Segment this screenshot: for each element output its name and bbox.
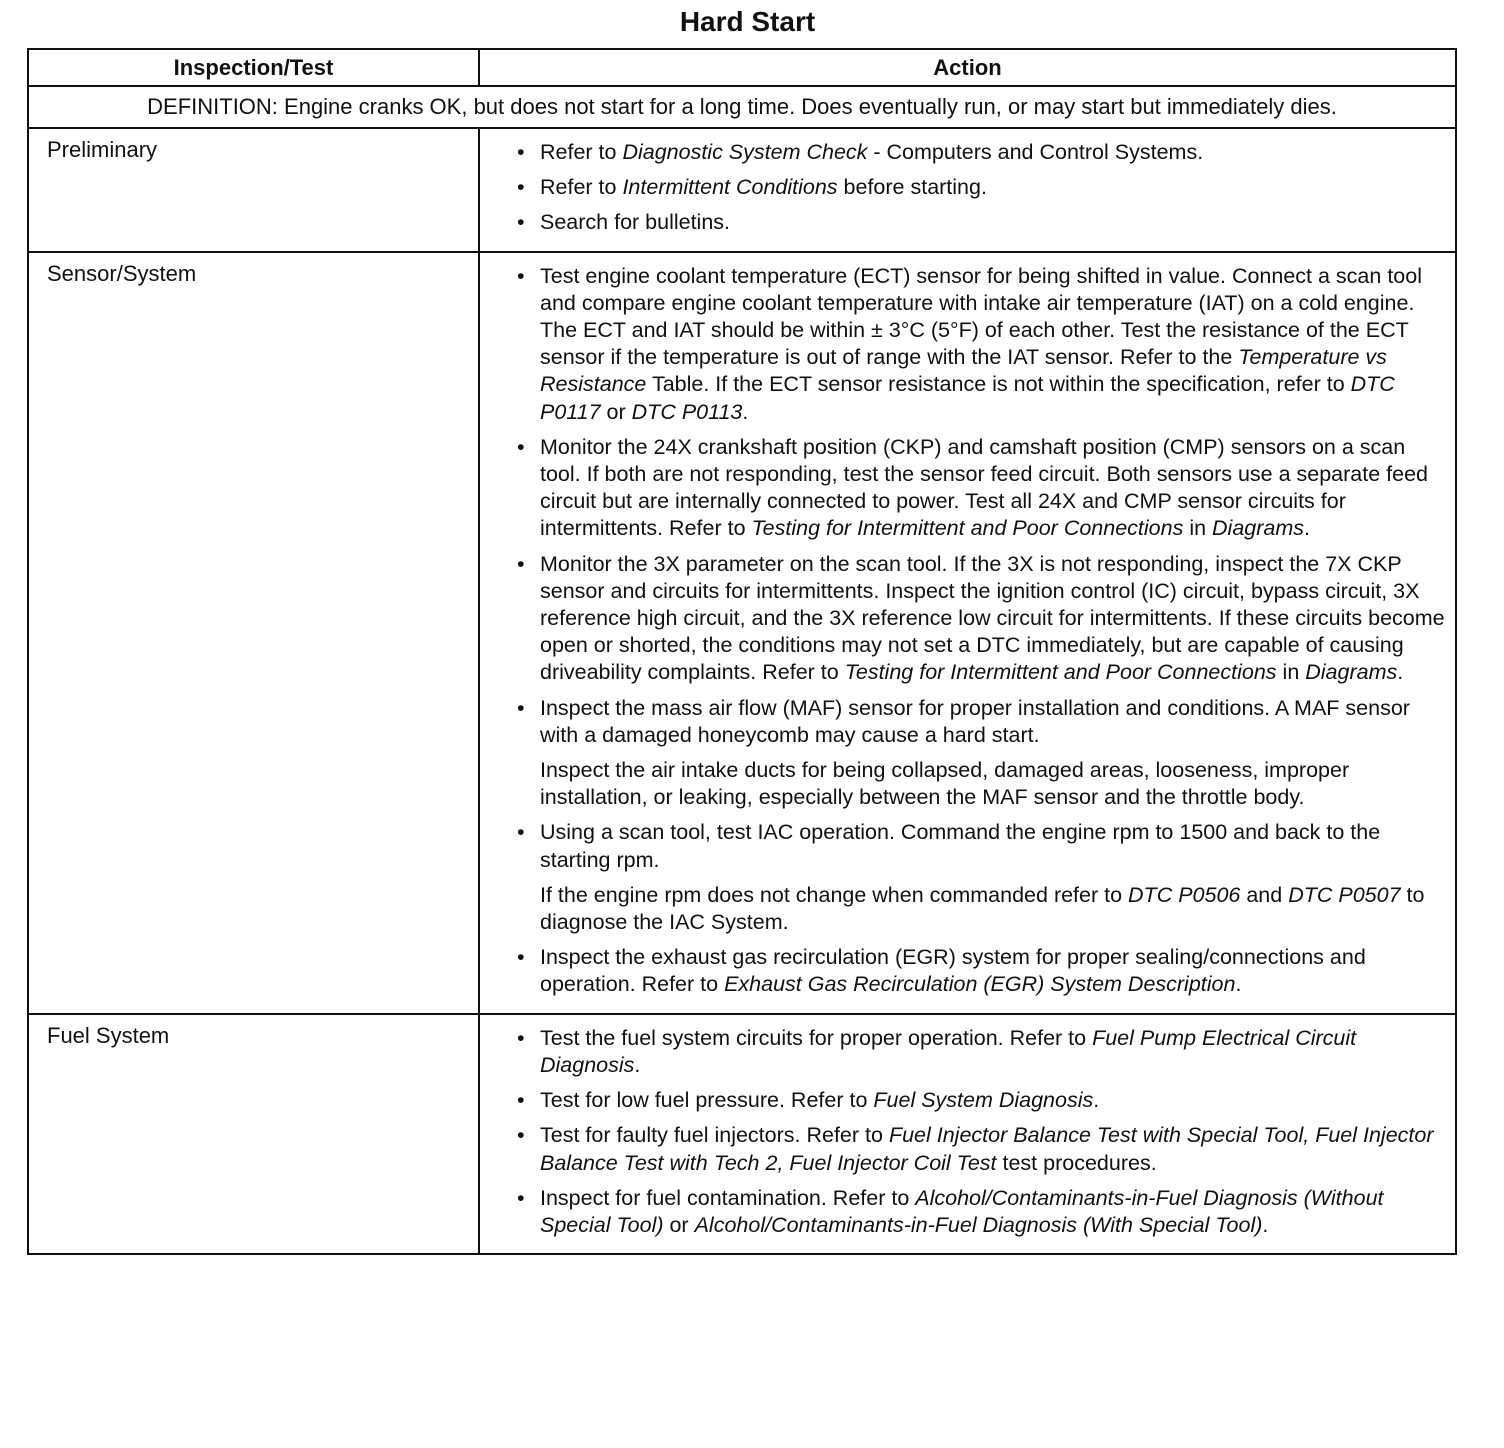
body-text: Test for faulty fuel injectors. Refer to <box>540 1123 889 1148</box>
list-item <box>514 434 1447 543</box>
action-cell <box>479 1014 1456 1254</box>
list-item-text <box>540 209 1447 236</box>
list-item-text <box>540 551 1447 687</box>
diagnostic-table <box>27 48 1457 1255</box>
body-text: or <box>663 1212 695 1237</box>
reference-text: Fuel System Diagnosis <box>873 1088 1094 1113</box>
body-text: in <box>1183 516 1213 541</box>
table-row <box>28 128 1456 252</box>
list-item <box>514 1087 1447 1114</box>
list-item <box>514 1122 1447 1176</box>
list-item-text <box>540 1087 1447 1114</box>
reference-text: DTC P0117 <box>540 372 1395 424</box>
list-item-text <box>540 263 1447 426</box>
list-item-note <box>540 882 1447 936</box>
table-row <box>28 252 1456 1014</box>
body-text: - Computers and Control Systems. <box>867 140 1204 164</box>
body-text: . <box>1262 1212 1269 1237</box>
page-title: Hard Start <box>679 6 816 37</box>
definition-text: DEFINITION: Engine cranks OK, but does not start for a long time. Does eventually run, or may start but immediately dies. <box>28 86 1456 128</box>
body-text: or <box>600 399 632 424</box>
body-text: Table. If the ECT sensor resistance is not within the specification, refer to <box>646 372 1351 397</box>
list-item <box>514 695 1447 812</box>
list-item-text <box>540 434 1447 543</box>
body-text: Search for bulletins. <box>540 210 731 235</box>
inspection-label: Sensor/System <box>28 252 479 1014</box>
reference-text: Intermittent Conditions <box>622 175 838 200</box>
body-text: If the engine rpm does not change when commanded refer to <box>540 882 1129 907</box>
body-text: . <box>742 399 749 424</box>
reference-text: DTC P0113 <box>631 399 743 424</box>
header-inspection-test: Inspection/Test <box>28 49 479 86</box>
reference-text: Exhaust Gas Recirculation (EGR) System Description <box>724 972 1236 997</box>
list-item-text <box>540 1185 1447 1239</box>
list-item-text <box>540 944 1447 998</box>
reference-text: Temperature vs Resistance <box>540 345 1387 397</box>
action-list <box>514 263 1447 999</box>
list-item-note <box>540 757 1447 811</box>
body-text: . <box>1397 660 1404 685</box>
list-item-text <box>540 174 1447 201</box>
body-text: Refer to <box>540 175 623 200</box>
list-item <box>514 944 1447 998</box>
action-cell <box>479 252 1456 1014</box>
body-text: Test the fuel system circuits for proper operation. Refer to <box>540 1025 1093 1050</box>
reference-text: Diagrams <box>1212 516 1305 541</box>
table-header-row <box>28 49 1456 86</box>
reference-text: Diagnostic System Check <box>622 140 868 164</box>
list-item <box>514 819 1447 936</box>
reference-text: Alcohol/Contaminants-in-Fuel Diagnosis (Without Special Tool) <box>540 1185 1384 1237</box>
body-text: Inspect the mass air flow (MAF) sensor for proper installation and conditions. A MAF sensor with a damaged honeycomb may cause a hard start. <box>540 695 1410 747</box>
body-text: . <box>1304 516 1311 541</box>
body-text: . <box>634 1052 641 1077</box>
body-text: . <box>1093 1088 1100 1113</box>
action-cell <box>479 128 1456 252</box>
list-item <box>514 139 1447 166</box>
body-text: Monitor the 3X parameter on the scan tool. If the 3X is not responding, inspect the 7X CKP sensor and circuits for intermittents. Inspect the ignition control (IC) circuit, bypass circuit, 3X reference high circuit, and the 3X reference low circuit for intermittents. If these circuits become open or shorted, the conditions may not set a DTC immediately, but are capable of causing driveability complaints. Refer to <box>540 551 1445 685</box>
list-item <box>514 209 1447 236</box>
inspection-label: Fuel System <box>28 1014 479 1254</box>
list-item <box>514 1185 1447 1239</box>
reference-text: Fuel Pump Electrical Circuit Diagnosis <box>540 1025 1357 1077</box>
list-item-text <box>540 695 1447 749</box>
body-text: Test for low fuel pressure. Refer to <box>540 1088 874 1113</box>
list-item-text <box>540 1122 1447 1176</box>
reference-text: DTC P0507 <box>1288 882 1401 907</box>
action-list <box>514 139 1447 237</box>
list-item-text <box>540 139 1447 166</box>
list-item-text <box>540 819 1447 873</box>
body-text: . <box>1235 972 1242 997</box>
action-list <box>514 1025 1447 1239</box>
body-text: in <box>1276 660 1306 685</box>
body-text: Monitor the 24X crankshaft position (CKP) and camshaft position (CMP) sensors on a scan tool. If both are not responding, test the sensor feed circuit. Both sensors use a separate feed circuit but are internally connected to power. Test all 24X and CMP sensor circuits for intermittents. Refer to <box>540 434 1429 541</box>
list-item <box>514 174 1447 201</box>
body-text: Test engine coolant temperature (ECT) sensor for being shifted in value. Connect a scan tool and compare engine coolant temperature with intake air temperature (IAT) on a cold engine. The ECT and IAT should be within ± 3°C (5°F) of each other. Test the resistance of the ECT sensor if the temperature is out of range with the IAT sensor. Refer to the <box>540 263 1422 370</box>
list-item <box>514 1025 1447 1079</box>
body-text: Refer to <box>540 140 623 164</box>
reference-text: Alcohol/Contaminants-in-Fuel Diagnosis (With Special Tool) <box>694 1212 1263 1237</box>
reference-text: DTC P0506 <box>1128 882 1241 907</box>
body-text: and <box>1240 882 1289 907</box>
list-item <box>514 263 1447 426</box>
reference-text: Testing for Intermittent and Poor Connections <box>844 660 1277 685</box>
body-text: before starting. <box>837 175 987 200</box>
body-text: Inspect for fuel contamination. Refer to <box>540 1185 916 1210</box>
reference-text: Fuel Injector Balance Test with Special Tool, Fuel Injector Balance Test with Tech 2, Fuel Injector Coil Test <box>540 1123 1434 1175</box>
reference-text: Testing for Intermittent and Poor Connections <box>751 516 1184 541</box>
body-text: to diagnose the IAC System. <box>540 882 1425 935</box>
body-text: Using a scan tool, test IAC operation. Command the engine rpm to 1500 and back to the starting rpm. <box>540 820 1381 872</box>
body-text: test procedures. <box>996 1150 1157 1175</box>
definition-row <box>28 86 1456 128</box>
body-text: Inspect the air intake ducts for being collapsed, damaged areas, looseness, improper installation, or leaking, especially between the MAF sensor and the throttle body. <box>540 758 1350 810</box>
list-item <box>514 551 1447 687</box>
list-item-text <box>540 1025 1447 1079</box>
inspection-label: Preliminary <box>28 128 479 252</box>
header-action: Action <box>479 49 1456 86</box>
reference-text: Diagrams <box>1305 660 1398 685</box>
body-text: Inspect the exhaust gas recirculation (EGR) system for proper sealing/connections and operation. Refer to <box>540 945 1366 997</box>
table-row <box>28 1014 1456 1254</box>
